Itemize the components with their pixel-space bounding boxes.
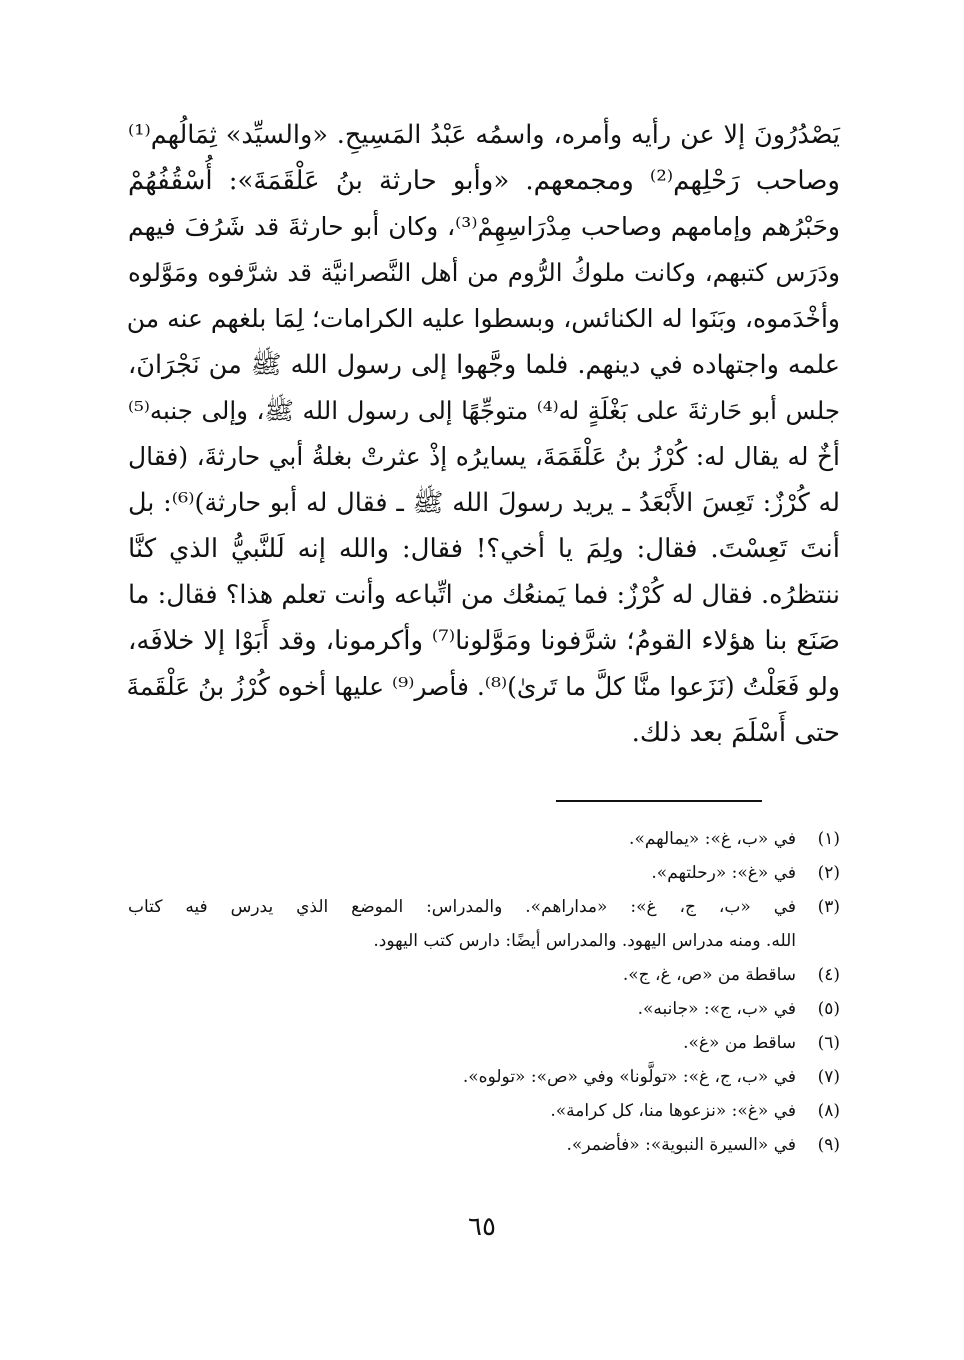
footnote-item <box>128 890 840 924</box>
footnote-text: في «السيرة النبوية»: «فأضمر». <box>566 1135 796 1155</box>
text-line: وأخْدَموه، وبَنَوا له الكنائس، وبسطوا عليه الكرامات؛ لِمَا بلغهم عنه من <box>126 304 840 333</box>
footnote-separator <box>556 800 762 802</box>
footnote-item <box>128 958 840 992</box>
footnote-number: (١) <box>817 829 840 849</box>
text-line: حتى أَسْلَمَ بعد ذلك. <box>631 718 840 748</box>
footnote-number: (٤) <box>817 965 840 985</box>
footnote-item <box>128 856 840 890</box>
footnote-text: في «غ»: «رحلتهم». <box>651 863 796 883</box>
text-line: وصاحب رَحْلِهم⁽²⁾ ومجمعهم. «وأبو حارثة بنُ عَلْقَمَةَ»: أُسْقُفُهُمْ <box>128 166 840 196</box>
footnotes <box>128 822 840 1162</box>
footnote-continuation: الله. ومنه مدراس اليهود. والمدراس أيضًا: دارس كتب اليهود. <box>373 931 796 951</box>
footnote-number: (٣) <box>817 897 840 917</box>
text-line: ودَرَس كتبهم، وكانت ملوكُ الرُّوم من أهل النَّصرانيَّة قد شرَّفوه ومَوَّلوه <box>128 258 840 287</box>
footnote-text: في «ب، ج»: «جانبه». <box>637 999 796 1019</box>
footnote-text: في «ب، غ»: «يمالهم». <box>629 829 796 849</box>
footnote-number: (٧) <box>817 1067 840 1087</box>
footnote-item <box>128 1094 840 1128</box>
footnote-item <box>128 822 840 856</box>
footnote-text: ساقطة من «ص، غ، ج». <box>622 965 796 985</box>
footnote-number: (٦) <box>817 1033 840 1053</box>
footnote-number: (٨) <box>817 1101 840 1121</box>
footnote-number: (٥) <box>817 999 840 1019</box>
footnote-number: (٩) <box>817 1135 840 1155</box>
text-line: صَنَع بنا هؤلاء القومُ؛ شرَّفونا ومَوَّلونا⁽⁷⁾ وأكرمونا، وقد أَبَوْا إلا خلافَه، <box>128 626 841 656</box>
text-line: أخٌ له يقال له: كُرْزُ بنُ عَلْقَمَةَ، يسايرُه إذْ عثرتْ بغلةُ أبي حارثةَ، (فقال <box>128 442 840 471</box>
page-number: ٦٥ <box>468 1212 496 1242</box>
text-line: ولو فَعَلْتُ (نَزَعوا منَّا كلَّ ما تَرىٰ)⁽⁸⁾. فأصر⁽⁹⁾ عليها أخوه كُرْزُ بنُ عَلْقَمةَ <box>126 672 840 701</box>
footnote-item <box>128 992 840 1026</box>
text-line: له كُرْزٌ: تَعِسَ الأَبْعَدُ ـ يريد رسولَ الله ﷺ ـ فقال له أبو حارثة)⁽⁶⁾: بل <box>128 488 840 518</box>
footnote-item <box>128 1060 840 1094</box>
text-line: يَصْدُرُونَ إلا عن رأيه وأمره، واسمُه عَبْدُ المَسِيحِ. «والسيِّد» ثِمَالُهم⁽¹⁾ <box>128 120 840 150</box>
footnote-text: ساقط من «غ». <box>683 1033 796 1053</box>
footnote-number: (٢) <box>817 863 840 883</box>
footnote-text: في «ب، ج، غ»: «مداراهم». والمدراس: الموضع الذي يدرس فيه كتاب <box>128 897 796 917</box>
footnote-text: في «غ»: «نزعوها منا، كل كرامة». <box>550 1101 796 1121</box>
main-text-block <box>128 112 840 756</box>
text-line: جلس أبو حَارثةَ على بَغْلَةٍ له⁽⁴⁾ متوجِّهًا إلى رسول الله ﷺ، وإلى جنبه⁽⁵⁾ <box>128 396 841 425</box>
footnote-item <box>128 1026 840 1060</box>
text-line: وحَبْرُهم وإمامهم وصاحب مِدْرَاسِهِمْ⁽³⁾، وكان أبو حارثةَ قد شَرُفَ فيهم <box>128 212 840 241</box>
text-line: علمه واجتهاده في دينهم. فلما وجَّهوا إلى رسول الله ﷺ من نَجْرَانَ، <box>128 350 840 380</box>
text-line: أنتَ تَعِسْتَ. فقال: ولِمَ يا أخي؟! فقال: والله إنه لَلنَّبيُّ الذي كنَّا <box>128 534 840 564</box>
footnote-text: في «ب، ج، غ»: «تولَّونا» وفي «ص»: «تولوه». <box>462 1067 796 1087</box>
text-line: ننتظرُه. فقال له كُرْزٌ: فما يَمنعُك من اتِّباعه وأنت تعلم هذا؟ فقال: ما <box>128 580 840 610</box>
footnote-item <box>128 1128 840 1162</box>
